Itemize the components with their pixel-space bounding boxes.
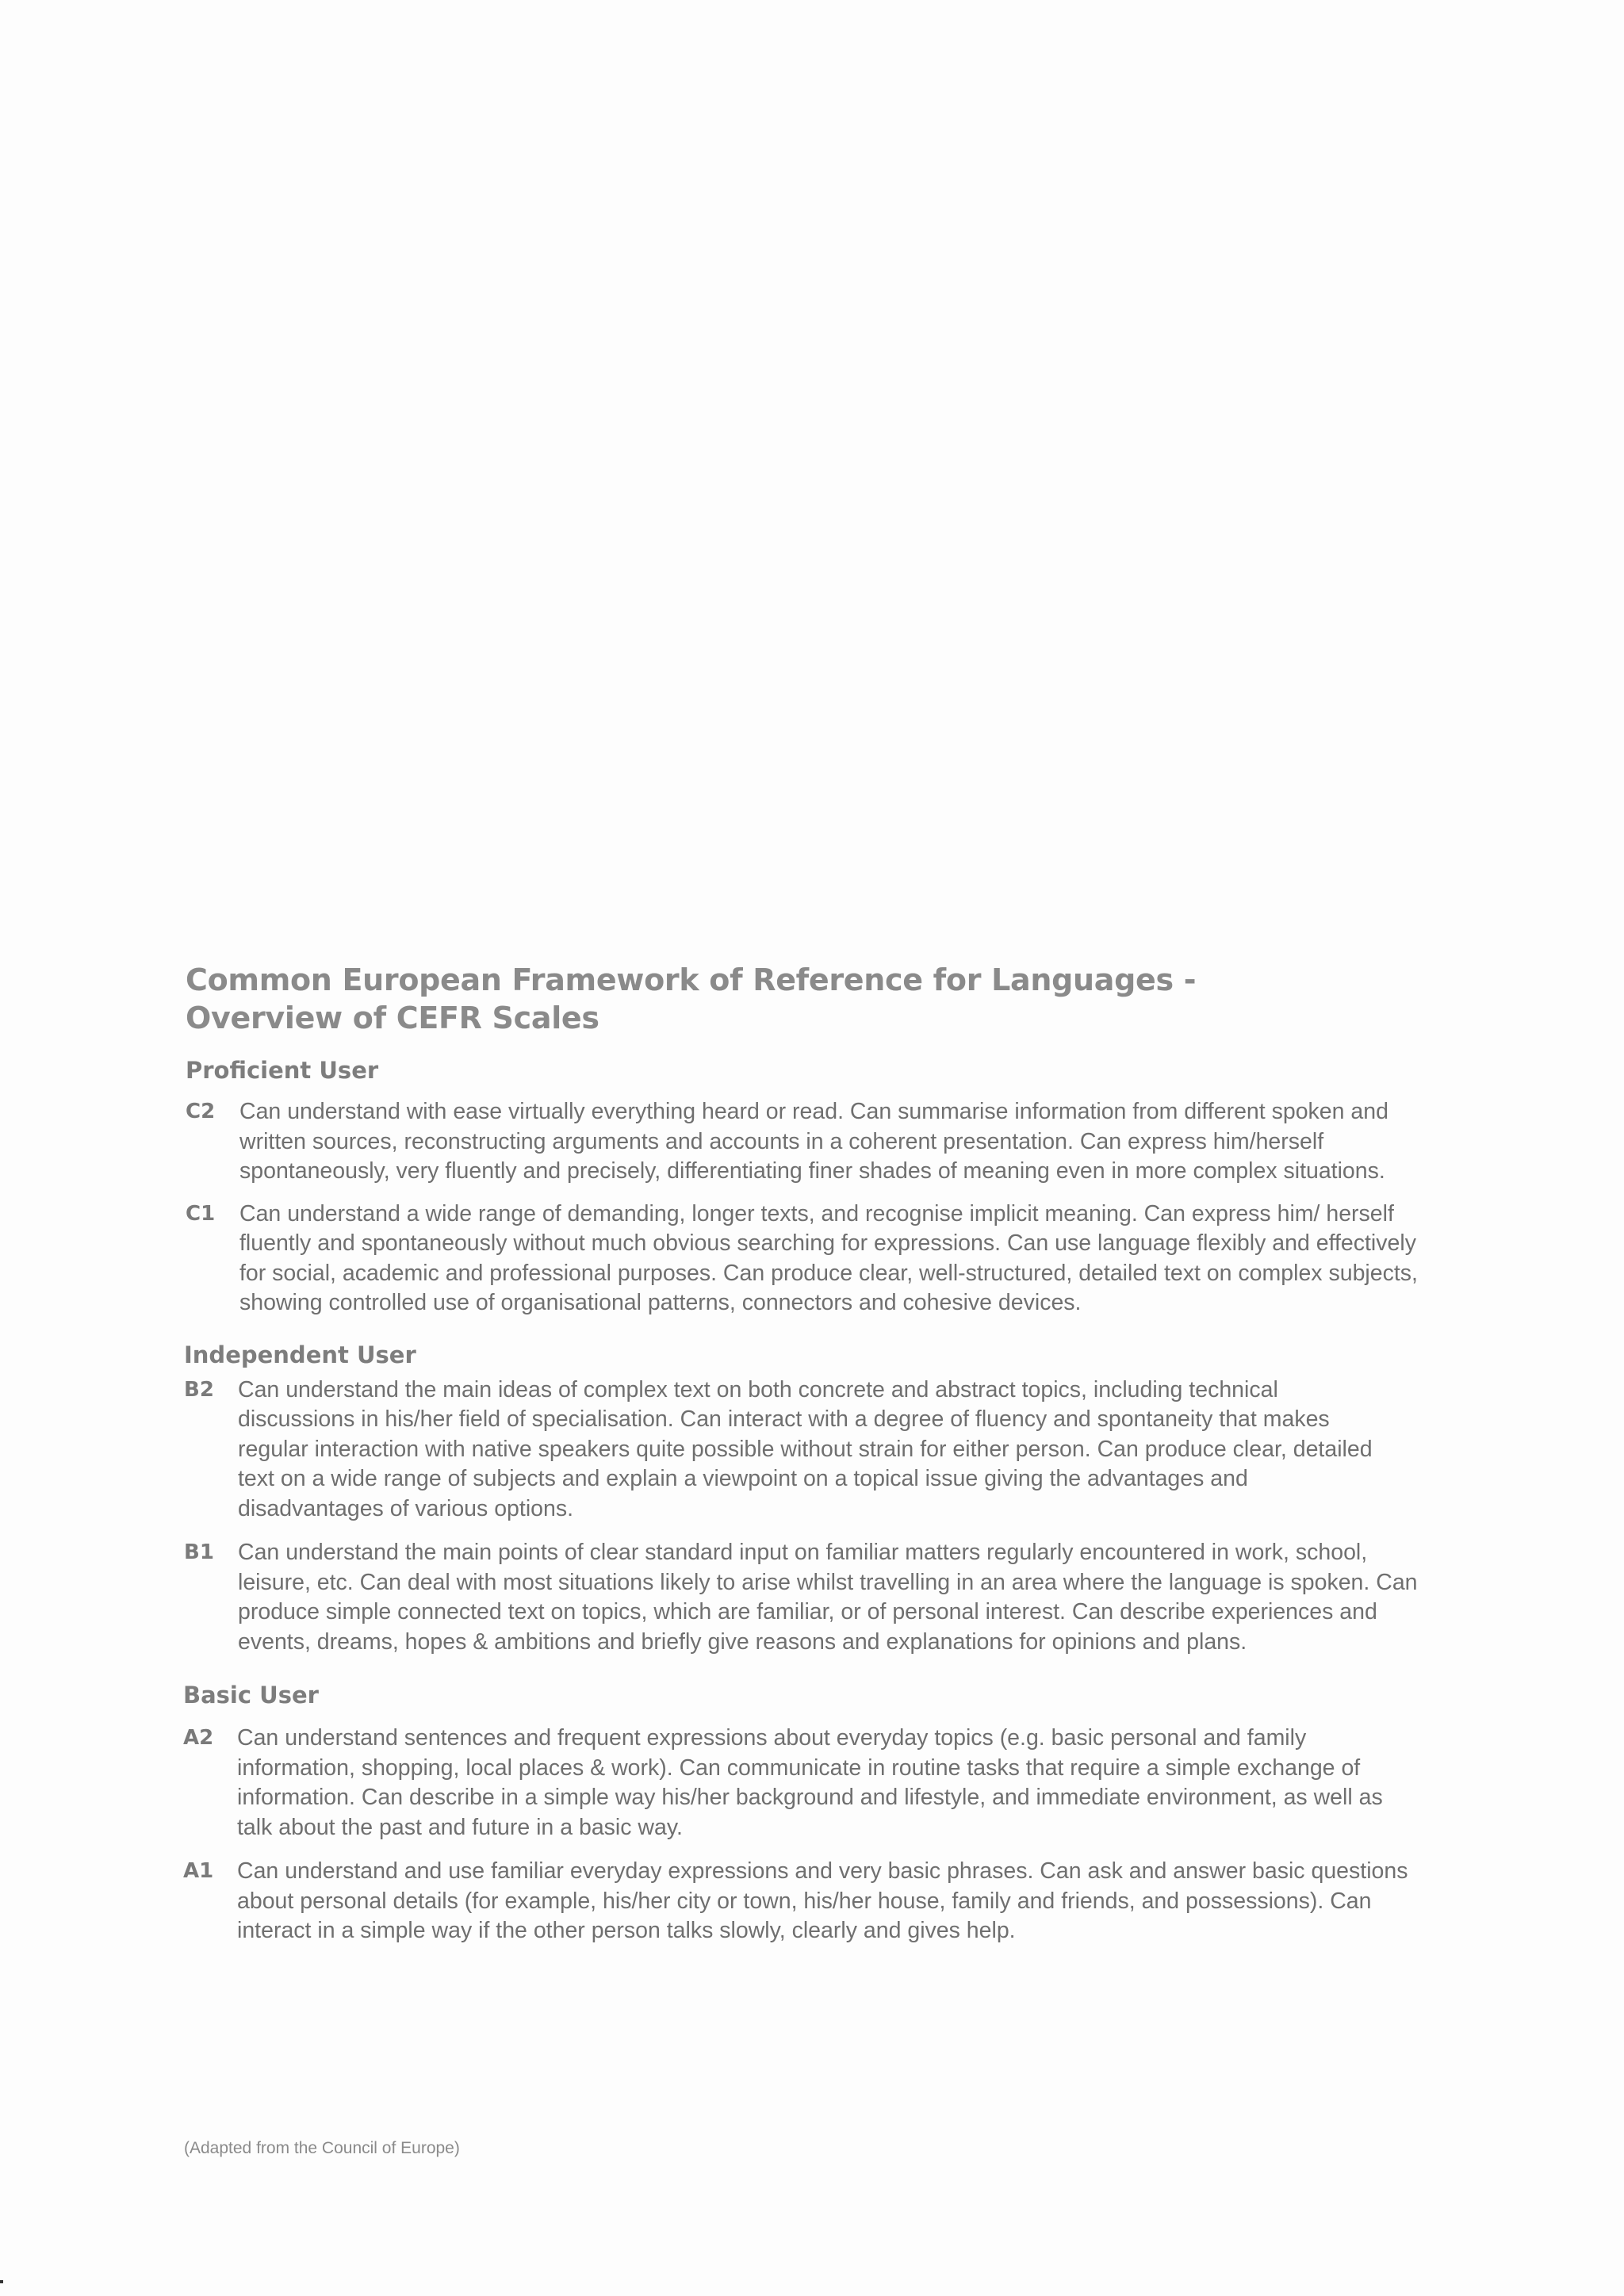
section-heading: Basic User — [183, 1682, 319, 1709]
section-heading: Proficient User — [186, 1057, 379, 1084]
source-note: (Adapted from the Council of Europe) — [184, 2139, 460, 2157]
level-description: Can understand sentences and frequent expressions about everyday topics (e.g. basic personal and family information, shopping, local places & work). Can communicate in routine tasks that require a simple exchange of information. Can describe in a simple way his/her background and lifestyle, and immediate environment, as well as talk about the past and future in a basic way. — [237, 1725, 1383, 1840]
section-heading: Independent User — [184, 1341, 416, 1368]
document-title-line-2: Overview of CEFR Scales — [186, 1001, 599, 1035]
level-code: C1 — [186, 1201, 216, 1226]
level-b2 — [184, 1376, 1397, 1525]
level-code: C2 — [186, 1100, 216, 1123]
level-a1 — [183, 1857, 1420, 1946]
level-description: Can understand the main points of clear standard input on familiar matters regularly encountered in work, school, leisure, etc. Can deal with most situations likely to arise whilst travelling in an area where the language is spoken. Can produce simple connected text on topics, which are familiar, or of personal interest. Can describe experiences and events, dreams, hopes & ambitions and briefly give reasons and explanations for opinions and plans. — [238, 1540, 1418, 1655]
level-description: Can understand a wide range of demanding, longer texts, and recognise implicit meaning. Can express him/ herself fluently and spontaneously without much obvious searching for expressions. Can use language flexibly and effectively for social, academic and professional purposes. Can produce clear, well-structured, detailed text on complex subjects, showing controlled use of organisational patterns, connectors and cohesive devices. — [239, 1200, 1418, 1315]
section-basic-user — [183, 1681, 1423, 1946]
document-title-line-1: Common European Framework of Reference for Languages - — [186, 962, 1197, 997]
scan-artifact — [0, 2280, 3, 2283]
section-independent-user — [184, 1341, 1423, 1658]
level-code: A2 — [183, 1726, 214, 1750]
level-c2 — [186, 1097, 1423, 1187]
level-code: A1 — [183, 1859, 214, 1883]
level-code: B1 — [184, 1540, 214, 1564]
level-description: Can understand with ease virtually everything heard or read. Can summarise information from different spoken and written sources, reconstructing arguments and accounts in a coherent presentation. Can express him/herself spontaneously, very fluently and precisely, differentiating finer shades of meaning even in more complex situations. — [239, 1099, 1388, 1184]
level-code: B2 — [184, 1377, 214, 1402]
level-description: Can understand and use familiar everyday expressions and very basic phrases. Can ask and answer basic questions about personal details (for example, his/her city or town, his/her house, family and friends, and possessions). Can interact in a simple way if the other person talks slowly, clearly and gives help. — [237, 1858, 1408, 1943]
level-description: Can understand the main ideas of complex text on both concrete and abstract topics, including technical discussions in his/her field of specialisation. Can interact with a degree of fluency and spontaneity that makes regular interaction with native speakers quite possible without strain for either person. Can produce clear, detailed text on a wide range of subjects and explain a viewpoint on a topical issue giving the advantages and disadvantages of various options. — [238, 1376, 1373, 1521]
level-a2 — [183, 1724, 1388, 1843]
cefr-overview — [183, 961, 1423, 1946]
section-proficient-user — [186, 1056, 1423, 1318]
document-title — [186, 961, 1423, 1037]
level-b1 — [184, 1538, 1437, 1657]
level-c1 — [186, 1200, 1423, 1318]
